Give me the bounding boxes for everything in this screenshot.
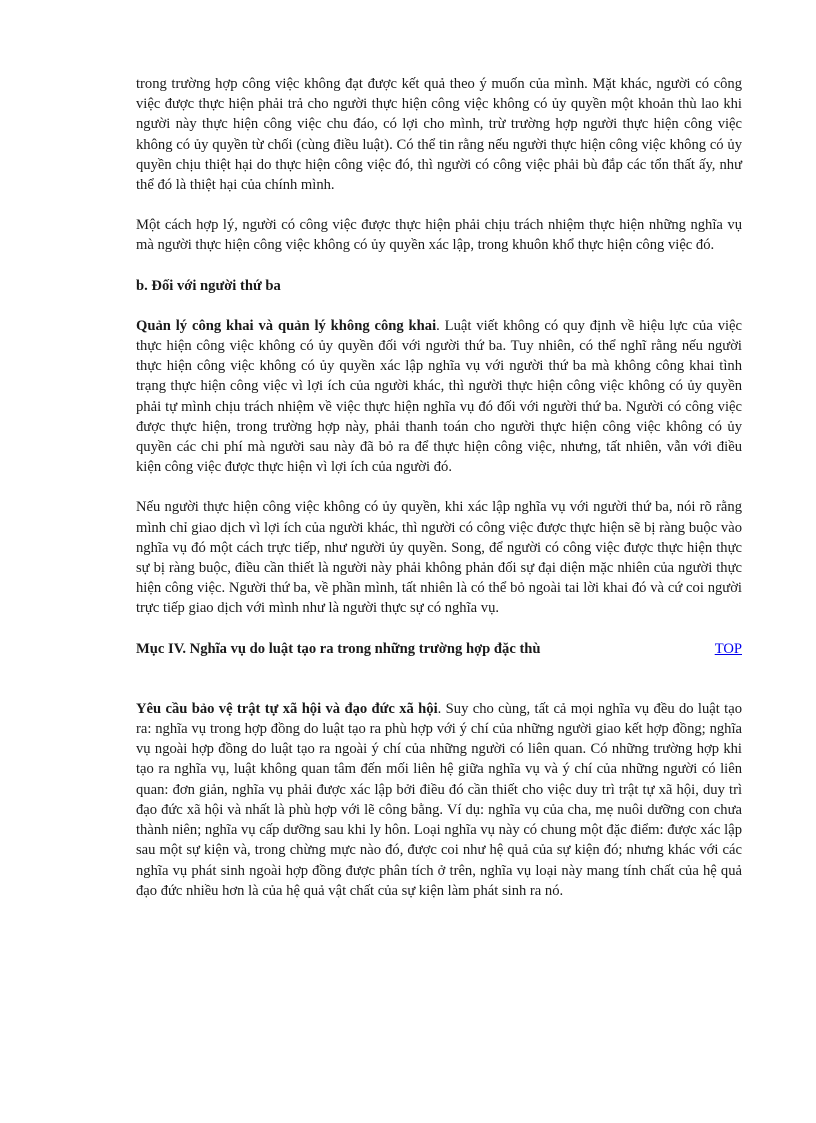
paragraph-lead-public-management: Quản lý công khai và quản lý không công khai xyxy=(136,317,437,334)
document-page xyxy=(136,74,742,921)
paragraph-disclosed-representation: Nếu người thực hiện công việc không có ủy quyền, khi xác lập nghĩa vụ với người thứ ba, nói rõ rằng mình chỉ giao dịch vì lợi ích của người khác, thì người có công việc được thực hiện sẽ bị ràng buộc vào nghĩa vụ đó một cách trực tiếp, như người ủy quyền. Song, để người có công việc được thực hiện thực sự bị ràng buộc, điều cần thiết là người này phải không phản đối sự đại diện mặc nhiên của người thực hiện công việc. Người thứ ba, về phần mình, tất nhiên là có thể bỏ ngoài tai lời khai đó và cứ coi người trực tiếp giao dịch với mình như là người thực sự có nghĩa vụ. xyxy=(136,499,742,617)
top-link[interactable]: TOP xyxy=(714,640,742,657)
section-heading-iv xyxy=(136,639,742,659)
heading-third-party: b. Đối với người thứ ba xyxy=(136,277,281,294)
paragraph-lead-social-order: Yêu cầu bảo vệ trật tự xã hội và đạo đức xã hội xyxy=(136,700,438,717)
section-title-iv: Mục IV. Nghĩa vụ do luật tạo ra trong những trường hợp đặc thù xyxy=(136,640,541,657)
paragraph-responsibility: Một cách hợp lý, người có công việc được thực hiện phải chịu trách nhiệm thực hiện những nghĩa vụ mà người thực hiện công việc không có ủy quyền xác lập, trong khuôn khổ thực hiện công việc đó. xyxy=(136,217,742,254)
paragraph-compensation: trong trường hợp công việc không đạt được kết quả theo ý muốn của mình. Mặt khác, người có công việc được thực hiện phải trả cho người thực hiện công việc không có ủy quyền một khoản thù lao khi người này thực hiện công việc chu đáo, có lợi cho mình, trừ trường hợp người thực hiện công việc không có ủy quyền từ chối (cùng điều luật). Có thể tin rằng nếu người thực hiện công việc không có ủy quyền chịu thiệt hại do thực hiện công việc đó, thì người có công việc phải bù đắp các tổn thất ấy, như thể đó là thiệt hại của chính mình. xyxy=(136,76,742,194)
paragraph-body-public-management: . Luật viết không có quy định về hiệu lực của việc thực hiện công việc không có ủy quyền đối với người thứ ba. Tuy nhiên, có thể nghĩ rằng nếu người thực hiện công việc không có ủy quyền xác lập nghĩa vụ với người thứ ba mà không công khai tình trạng thực hiện công việc vì lợi ích của người khác, thì người thực hiện công việc không có ủy quyền phải tự mình chịu trách nhiệm về việc thực hiện nghĩa vụ đó đối với người thứ ba. Người có công việc được thực hiện, trong trường hợp này, phải thanh toán cho người thực hiện công việc không có ủy quyền các chi phí mà người sau này đã bỏ ra để thực hiện công việc, nhưng, tất nhiên, vẫn với điều kiện công việc được thực hiện vì lợi ích của người đó. xyxy=(136,317,742,476)
paragraph-body-social-order: . Suy cho cùng, tất cả mọi nghĩa vụ đều do luật tạo ra: nghĩa vụ trong hợp đồng do luật tạo ra phù hợp với ý chí của những người giao kết hợp đồng; nghĩa vụ ngoài hợp đồng do luật tạo ra ngoài ý chí của những người có liên quan. Có những trường hợp khi tạo ra nghĩa vụ, luật không quan tâm đến mối liên hệ giữa nghĩa vụ và ý chí của những người có liên quan: đơn giản, nghĩa vụ phải được xác lập bởi điều đó cần thiết cho việc duy trì trật tự xã hội, duy trì đạo đức xã hội và nhất là phù hợp với lẽ công bằng. Ví dụ: nghĩa vụ của cha, mẹ nuôi dưỡng con chưa thành niên; nghĩa vụ cấp dưỡng sau khi ly hôn. Loại nghĩa vụ này có chung một đặc điểm: được xác lập sau một sự kiện và, trong chừng mực nào đó, được coi như hệ quả của sự kiện đó; nhưng khác với các nghĩa vụ phát sinh ngoài hợp đồng được phân tích ở trên, nghĩa vụ loại này mang tính chất của hệ quả đạo đức nhiều hơn là của hệ quả vật chất của sự kiện làm phát sinh ra nó. xyxy=(136,700,742,899)
paragraph-public-management xyxy=(136,316,742,478)
paragraph-social-order xyxy=(136,699,742,901)
